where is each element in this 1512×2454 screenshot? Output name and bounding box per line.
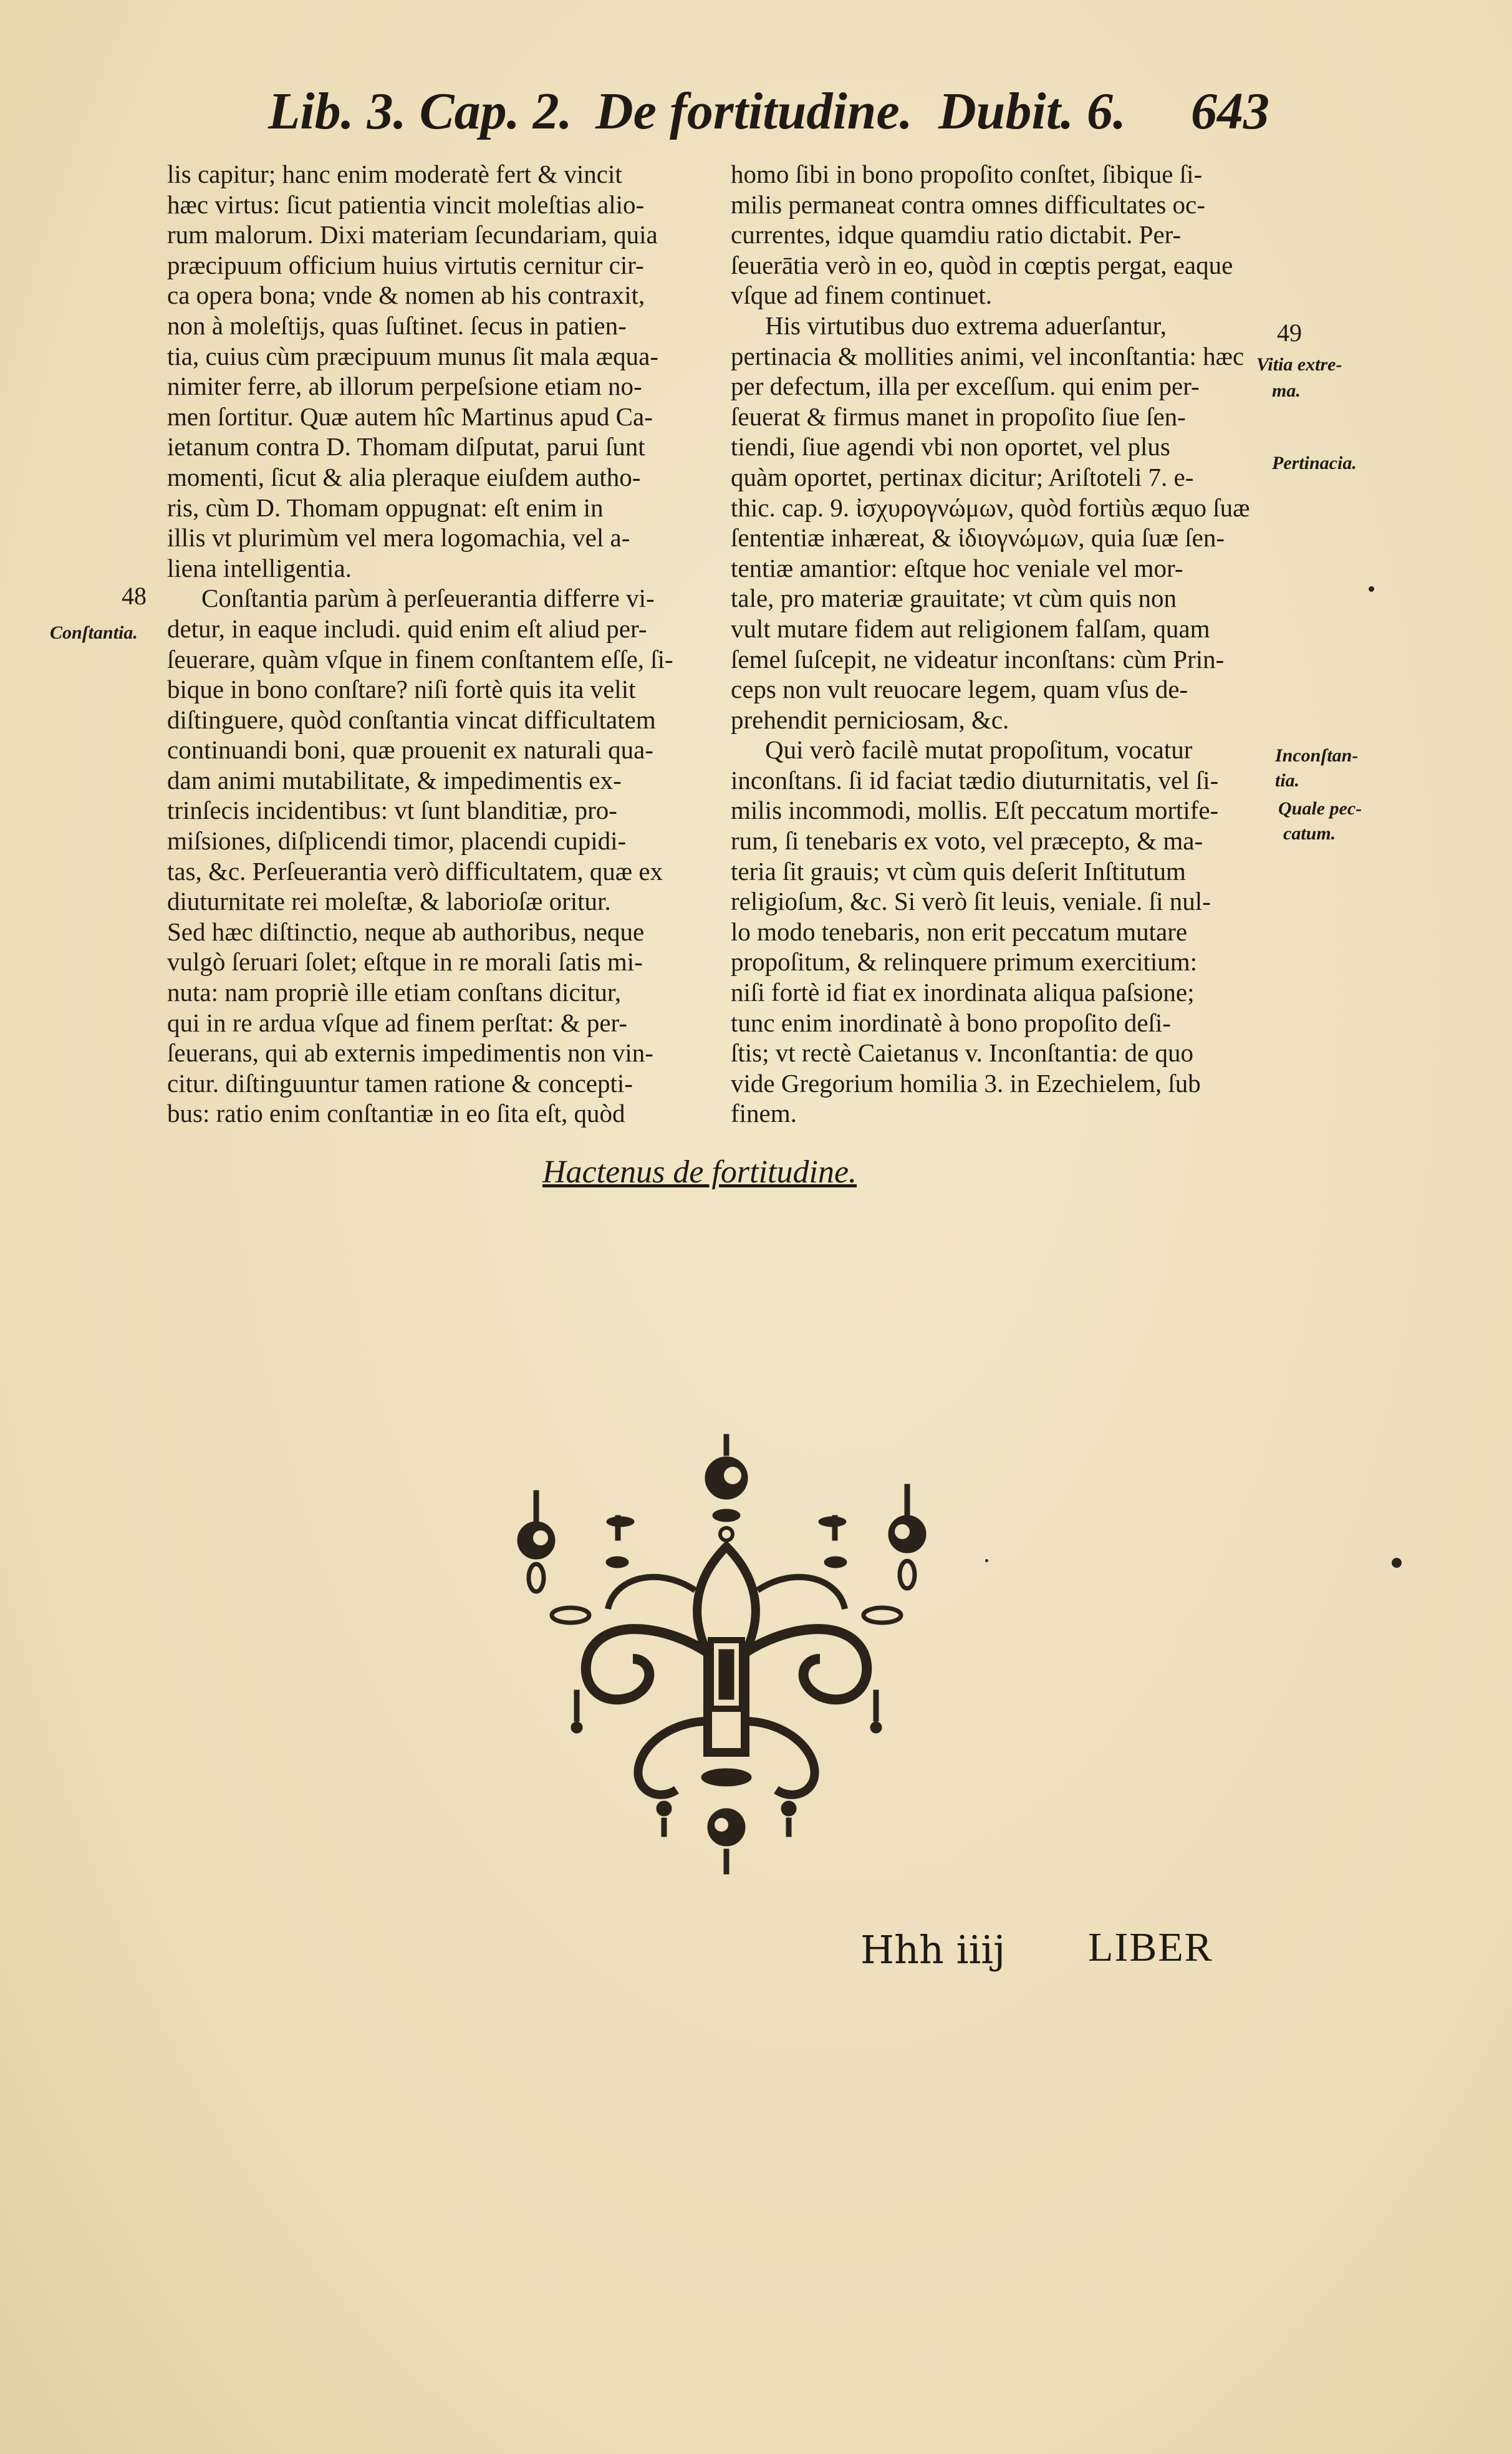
text-line: homo ſibi in bono propoſito conſtet, ſibique ſi- [731, 160, 1203, 188]
ink-speck [985, 1559, 988, 1562]
text-line: diuturnitate rei moleſtæ, & laborioſæ oritur. [167, 887, 611, 916]
text-line: prehendit perniciosam, &c. [731, 705, 1009, 734]
margin-note-pertinacia: Pertinacia. [1272, 453, 1357, 473]
text-line: tia, cuius cùm præcipuum munus ſit mala æqua- [167, 341, 658, 370]
text-line: tas, &c. Perſeuerantia verò difficultatem, quæ ex [167, 856, 663, 886]
text-line: liena intelligentia. [167, 553, 352, 582]
text-line: nimiter ferre, ab illorum perpeſsione etiam no- [167, 372, 642, 401]
margin-note-inconstantia: Inconſtan- [1275, 745, 1359, 766]
text-line: continuandi boni, quæ prouenit ex naturali qua- [167, 735, 653, 765]
text-line: quàm oportet, pertinax dicitur; Ariſtoteli 7. e- [731, 462, 1194, 491]
text-line: bus: ratio enim conſtantiæ in eo ſita eſt, quòd [167, 1099, 625, 1128]
text-line: ſtis; vt rectè Caietanus v. Inconſtantia: de quo [731, 1038, 1193, 1068]
text-line: qui in re ardua vſque ad finem perſtat: & per- [167, 1008, 628, 1037]
margin-note-constantia: Conſtantia. [50, 622, 138, 643]
text-line: ris, cùm D. Thomam oppugnat: eſt enim in [167, 493, 604, 522]
margin-note-quale-2: catum. [1283, 823, 1336, 844]
text-line: vult mutare fidem aut religionem falſam, quam [731, 614, 1210, 643]
page-number: 643 [1191, 82, 1269, 140]
text-line: finem. [731, 1099, 797, 1128]
text-line: lo modo tenebaris, non erit peccatum mutare [731, 917, 1188, 946]
margin-note-vitia: Vitia extre- [1256, 354, 1342, 375]
text-line: miſsiones, diſplicendi timor, placendi cupidi- [167, 826, 627, 856]
text-line: His virtutibus duo extrema aduerſantur, [765, 311, 1167, 340]
margin-number-49: 49 [1277, 319, 1302, 347]
text-line: niſi fortè id fiat ex inordinata aliqua paſsione; [731, 978, 1195, 1007]
text-line: rum, ſi tenebaris ex voto, vel præcepto, & ma- [731, 826, 1203, 856]
margin-note-inconstantia-2: tia. [1275, 770, 1300, 791]
text-line: nuta: nam propriè ille etiam conſtans dicitur, [167, 978, 622, 1007]
signature-mark: Hhh iiij [860, 1927, 1006, 1973]
text-line: bique in bono conſtare? niſi fortè quis ita velit [167, 675, 636, 704]
text-line: vide Gregorium homilia 3. in Ezechielem, ſub [731, 1068, 1201, 1098]
text-line: dam animi mutabilitate, & impedimentis ex- [167, 765, 622, 795]
text-line: detur, in eaque includi. quid enim eſt aliud per- [167, 614, 647, 643]
margin-note-vitia-2: ma. [1272, 380, 1301, 401]
ink-speck [1369, 586, 1374, 592]
text-line: per defectum, illa per exceſſum. qui enim per- [731, 372, 1200, 401]
left-text-column [167, 159, 747, 1129]
header-book-chapter: Lib. 3. Cap. 2. [268, 82, 572, 140]
right-text-column [731, 159, 1267, 1129]
text-line: tiendi, ſiue agendi vbi non oportet, vel plus [731, 432, 1170, 461]
header-dubit: Dubit. 6. [938, 82, 1127, 140]
text-line: propoſitum, & relinquere primum exercitium: [731, 947, 1198, 977]
text-line: non à moleſtijs, quas ſuſtinet. ſecus in patien- [167, 311, 627, 340]
text-line: thic. cap. 9. ἰσχυρογνώμων, quòd fortiùs æquo ſuæ [731, 493, 1250, 522]
text-line: teria ſit grauis; vt cùm quis deſerit Inſtitutum [731, 856, 1186, 886]
text-line: religioſum, &c. Si verò ſit leuis, veniale. ſi nul- [731, 887, 1211, 916]
closing-line: Hactenus de fortitudine. [542, 1154, 857, 1190]
text-line: pertinacia & mollities animi, vel inconſtantia: hæc [731, 341, 1245, 370]
fleuron-ornament-icon [508, 1428, 945, 1877]
text-line: Sed hæc diſtinctio, neque ab authoribus, neque [167, 917, 645, 946]
margin-number-48: 48 [122, 582, 147, 610]
header-topic: De fortitudine. [595, 82, 913, 140]
text-line: illis vt plurimùm vel mera logomachia, vel a- [167, 523, 630, 553]
text-line: ſeuerat & firmus manet in propoſito ſiue ſen- [731, 402, 1186, 431]
text-line: ſeuerātia verò in eo, quòd in cœptis pergat, eaque [731, 250, 1233, 279]
text-line: ſeuerare, quàm vſque in finem conſtantem eſſe, ſi- [167, 644, 673, 674]
text-line: tunc enim inordinatè à bono propoſito deſi- [731, 1008, 1171, 1037]
text-line: ietanum contra D. Thomam diſputat, parui ſunt [167, 432, 645, 461]
text-line: ca opera bona; vnde & nomen ab his contraxit, [167, 281, 645, 310]
text-line: vſque ad finem continuet. [731, 281, 992, 310]
ink-speck [1392, 1558, 1402, 1568]
text-line: diſtinguere, quòd conſtantia vincat difficultatem [167, 705, 656, 734]
text-line: tale, pro materiæ grauitate; vt cùm quis non [731, 584, 1177, 613]
text-line: men ſortitur. Quæ autem hîc Martinus apud Ca- [167, 402, 653, 431]
text-line: ſententiæ inhæreat, & ἰδιογνώμων, quia ſuæ ſen- [731, 523, 1225, 553]
text-line: trinſecis incidentibus: vt ſunt blanditiæ, pro- [167, 796, 617, 825]
text-line: rum malorum. Dixi materiam ſecundariam, quia [167, 220, 658, 249]
text-line: lis capitur; hanc enim moderatè fert & vincit [167, 160, 622, 188]
text-line: citur. diſtinguuntur tamen ratione & concepti- [167, 1068, 633, 1098]
text-line: Conſtantia parùm à perſeuerantia differre vi- [201, 584, 655, 613]
text-line: ceps non vult reuocare legem, quam vſus de- [731, 675, 1188, 704]
text-line: hæc virtus: ſicut patientia vincit moleſtias alio- [167, 190, 645, 219]
text-line: præcipuum officium huius virtutis cernitur cir- [167, 250, 644, 279]
text-line: tentiæ amantior: eſtque hoc veniale vel mor- [731, 553, 1183, 582]
catchword: LIBER [1088, 1925, 1213, 1970]
text-line: momenti, ſicut & alia pleraque eiuſdem autho- [167, 462, 641, 491]
text-line: vulgò ſeruari ſolet; eſtque in re morali ſatis mi- [167, 947, 643, 977]
text-line: ſemel ſuſcepit, ne videatur inconſtans: cùm Prin- [731, 644, 1225, 674]
margin-note-quale: Quale pec- [1278, 798, 1362, 819]
text-line: Qui verò facilè mutat propoſitum, vocatur [765, 735, 1193, 765]
text-line: currentes, idque quamdiu ratio dictabit. Per- [731, 220, 1182, 249]
text-line: milis incommodi, mollis. Eſt peccatum mortife- [731, 796, 1219, 825]
text-line: milis permaneat contra omnes difficultates oc- [731, 190, 1205, 219]
text-line: ſeuerans, qui ab externis impedimentis non vin- [167, 1038, 653, 1068]
text-line: inconſtans. ſi id faciat tædio diuturnitatis, vel ſi- [731, 765, 1219, 795]
running-header [268, 81, 1278, 150]
